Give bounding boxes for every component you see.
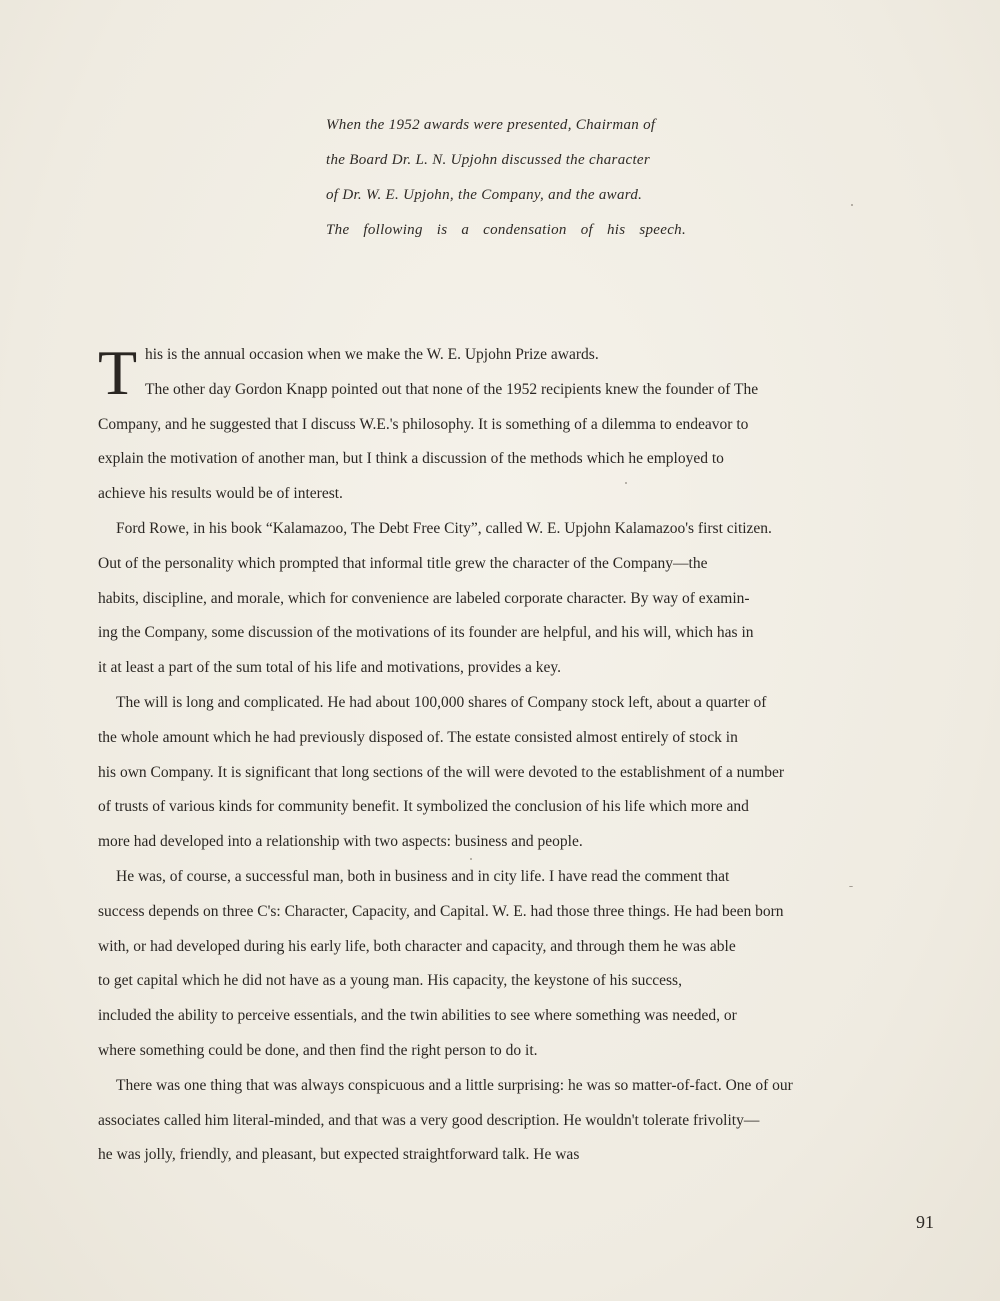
body-line: Out of the personality which prompted that informal title grew the character of the Company—the xyxy=(98,554,708,572)
intro-line: When the 1952 awards were presented, Chairman of xyxy=(326,117,656,133)
body-line: his own Company. It is significant that long sections of the will were devoted to the establishment of a number xyxy=(98,763,785,781)
body-line: it at least a part of the sum total of his life and motivations, provides a key. xyxy=(98,659,562,677)
paper-speck xyxy=(849,886,853,887)
body-line: with, or had developed during his early life, both character and capacity, and through them he was able xyxy=(98,937,736,955)
speech-body xyxy=(98,338,918,1173)
body-line: habits, discipline, and morale, which for convenience are labeled corporate character. By way of examin- xyxy=(98,589,750,607)
body-line: Ford Rowe, in his book “Kalamazoo, The Debt Free City”, called W. E. Upjohn Kalamazoo's first citizen. xyxy=(116,519,772,537)
paper-speck xyxy=(625,482,627,484)
body-line: achieve his results would be of interest. xyxy=(98,485,343,503)
body-line: He was, of course, a successful man, both in business and in city life. I have read the comment that xyxy=(116,867,730,885)
body-line: The other day Gordon Knapp pointed out that none of the 1952 recipients knew the founder of The xyxy=(145,380,759,398)
body-line: where something could be done, and then find the right person to do it. xyxy=(98,1041,538,1059)
body-line: There was one thing that was always conspicuous and a little surprising: he was so matter-of-fact. One of our xyxy=(116,1076,793,1094)
page-number: 91 xyxy=(916,1212,934,1232)
body-line: more had developed into a relationship with two aspects: business and people. xyxy=(98,833,583,851)
body-line: he was jolly, friendly, and pleasant, but expected straightforward talk. He was xyxy=(98,1146,580,1164)
drop-cap: T xyxy=(98,337,138,408)
body-line: ing the Company, some discussion of the motivations of its founder are helpful, and his will, which has in xyxy=(98,624,754,642)
body-line: associates called him literal-minded, and that was a very good description. He wouldn't tolerate frivolity— xyxy=(98,1111,760,1129)
body-line: The will is long and complicated. He had about 100,000 shares of Company stock left, about a quarter of xyxy=(116,693,767,711)
body-line: the whole amount which he had previously disposed of. The estate consisted almost entirely of stock in xyxy=(98,728,738,746)
paper-speck xyxy=(470,858,472,860)
body-line: Company, and he suggested that I discuss W.E.'s philosophy. It is something of a dilemma to endeavor to xyxy=(98,415,749,433)
body-line: explain the motivation of another man, but I think a discussion of the methods which he employed to xyxy=(98,450,724,468)
body-line: of trusts of various kinds for community benefit. It symbolized the conclusion of his life which more and xyxy=(98,798,749,816)
body-line: success depends on three C's: Character, Capacity, and Capital. W. E. had those three things. He had been born xyxy=(98,902,784,920)
first-paragraph xyxy=(98,338,918,512)
intro-line: The following is a condensation of his speech. xyxy=(326,222,686,238)
body-line: to get capital which he did not have as a young man. His capacity, the keystone of his success, xyxy=(98,972,682,990)
body-line: his is the annual occasion when we make the W. E. Upjohn Prize awards. xyxy=(145,346,599,363)
intro-line: of Dr. W. E. Upjohn, the Company, and the award. xyxy=(326,187,643,203)
body-line: included the ability to perceive essentials, and the twin abilities to see where something was needed, or xyxy=(98,1007,737,1025)
intro-line: the Board Dr. L. N. Upjohn discussed the character xyxy=(326,152,651,168)
paper-speck xyxy=(851,204,853,206)
intro-paragraph xyxy=(326,108,686,248)
